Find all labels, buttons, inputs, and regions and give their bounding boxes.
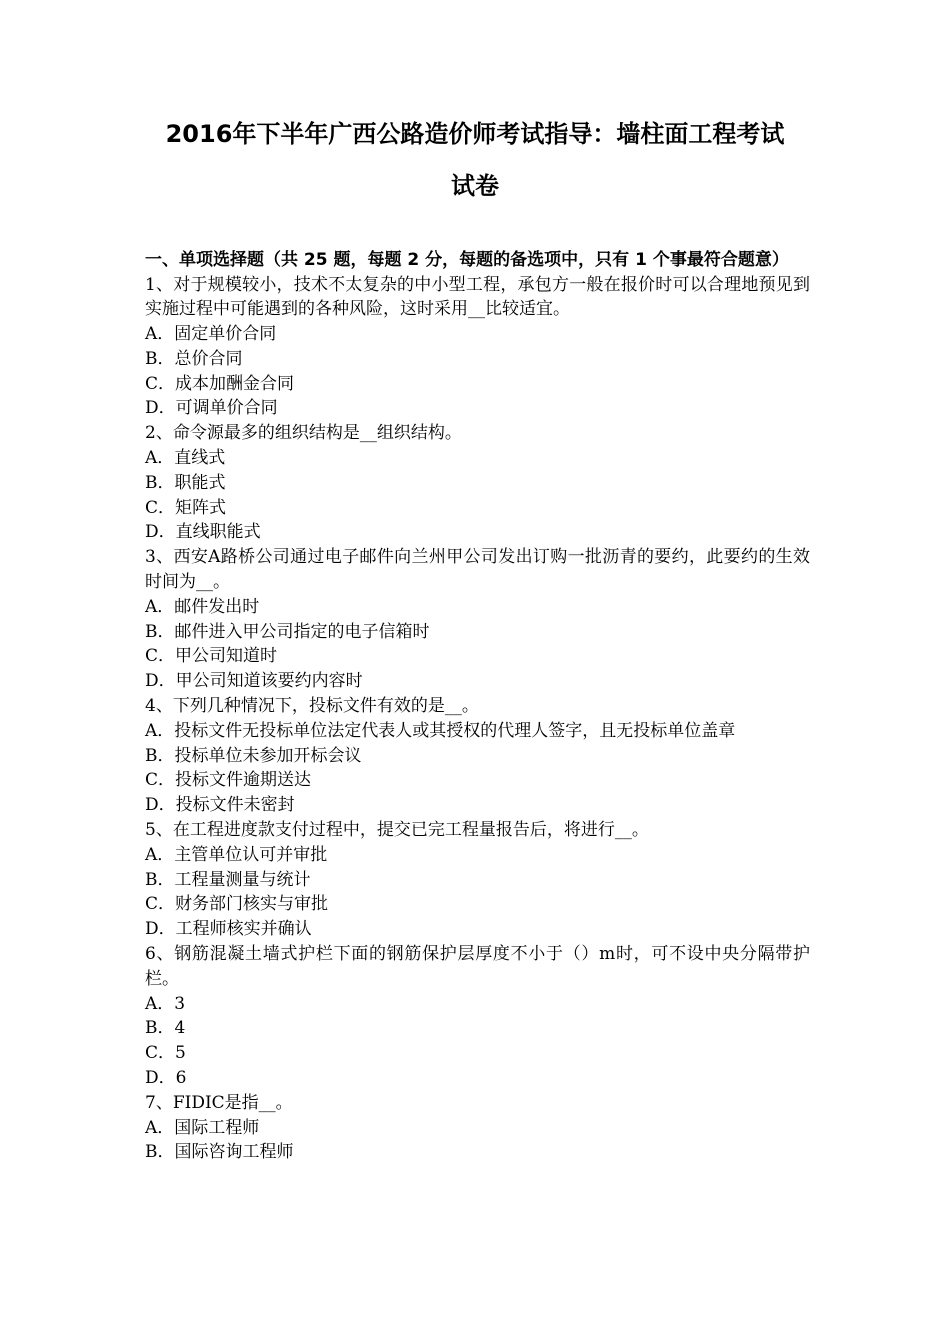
option-a: A．国际工程师 bbox=[145, 1117, 260, 1138]
section-heading: 一、单项选择题（共 25 题，每题 2 分，每题的备选项中，只有 1 个事最符合题意） bbox=[145, 250, 789, 270]
option-a: A．邮件发出时 bbox=[145, 596, 260, 617]
option-a: A．3 bbox=[145, 993, 186, 1014]
question-stem: 6、钢筋混凝土墙式护栏下面的钢筋保护层厚度不小于（）m时，可不设中央分隔带护栏。 bbox=[145, 944, 810, 989]
question-stem: 3、西安A路桥公司通过电子邮件向兰州甲公司发出订购一批沥青的要约，此要约的生效时间为__。 bbox=[145, 547, 810, 593]
document-title-line-2: 试卷 bbox=[451, 172, 499, 200]
option-a: A．固定单价合同 bbox=[145, 324, 277, 345]
option-d: D．可调单价合同 bbox=[145, 398, 278, 419]
question-stem: 1、对于规模较小，技术不太复杂的中小型工程，承包方一般在报价时可以合理地预见到实施过程中可能遇到的各种风险，这时采用__比较适宜。 bbox=[145, 274, 810, 320]
option-c: C．成本加酬金合同 bbox=[145, 373, 295, 394]
option-b: B．投标单位未参加开标会议 bbox=[145, 745, 362, 766]
option-c: C．财务部门核实与审批 bbox=[145, 894, 329, 915]
question-stem: 7、FIDIC是指__。 bbox=[145, 1092, 293, 1113]
option-d: D．6 bbox=[145, 1068, 187, 1088]
question-stem: 4、下列几种情况下，投标文件有效的是__。 bbox=[145, 696, 479, 717]
option-d: D．投标文件未密封 bbox=[145, 795, 295, 816]
option-b: B．职能式 bbox=[145, 472, 226, 493]
option-d: D．直线职能式 bbox=[145, 522, 261, 543]
option-c: C．矩阵式 bbox=[145, 497, 227, 518]
option-b: B．总价合同 bbox=[145, 348, 243, 369]
option-d: D．工程师核实并确认 bbox=[145, 919, 312, 940]
option-a: A．直线式 bbox=[145, 448, 226, 469]
question-2 bbox=[145, 421, 810, 545]
option-a: A．投标文件无投标单位法定代表人或其授权的代理人签字，且无投标单位盖章 bbox=[145, 720, 736, 741]
option-b: B．邮件进入甲公司指定的电子信箱时 bbox=[145, 621, 430, 642]
question-3 bbox=[145, 545, 810, 694]
option-b: B．工程量测量与统计 bbox=[145, 869, 311, 890]
document-body bbox=[145, 248, 810, 1165]
option-b: B．国际咨询工程师 bbox=[145, 1142, 294, 1163]
question-4 bbox=[145, 694, 810, 818]
question-7 bbox=[145, 1091, 810, 1165]
option-b: B．4 bbox=[145, 1018, 186, 1039]
question-stem: 5、在工程进度款支付过程中，提交已完工程量报告后，将进行__。 bbox=[145, 820, 649, 841]
question-5 bbox=[145, 818, 810, 942]
option-c: C．投标文件逾期送达 bbox=[145, 770, 312, 791]
option-c: C．5 bbox=[145, 1043, 186, 1064]
question-1 bbox=[145, 273, 810, 422]
document-title-line-1: 2016年下半年广西公路造价师考试指导：墙柱面工程考试 bbox=[165, 120, 785, 148]
option-d: D．甲公司知道该要约内容时 bbox=[145, 671, 363, 692]
option-c: C．甲公司知道时 bbox=[145, 646, 278, 667]
question-stem: 2、命令源最多的组织结构是__组织结构。 bbox=[145, 423, 462, 444]
option-a: A．主管单位认可并审批 bbox=[145, 844, 328, 865]
question-6 bbox=[145, 942, 810, 1091]
